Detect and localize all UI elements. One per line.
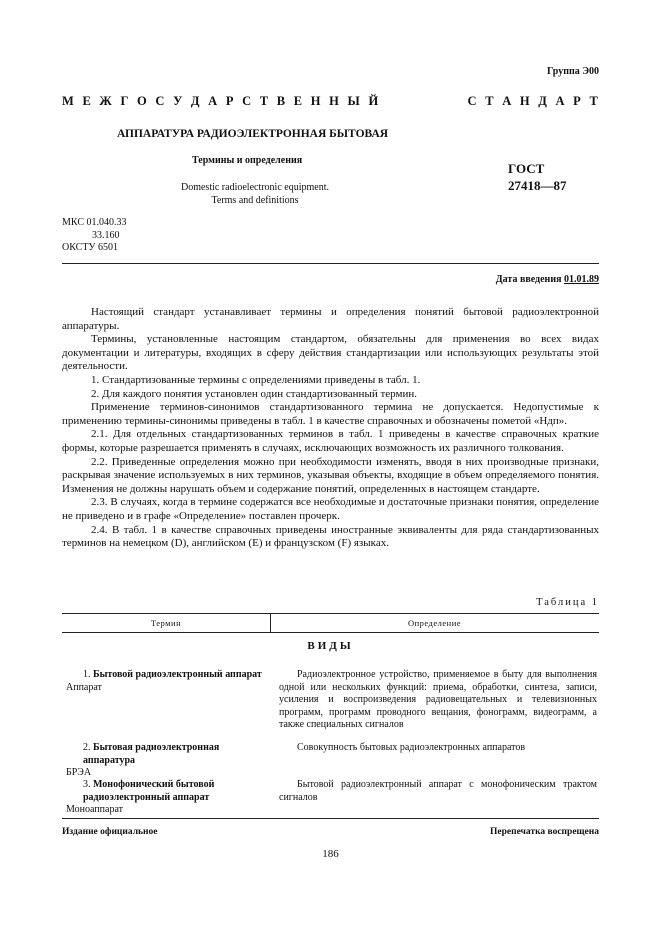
term-number: 1. <box>83 669 91 680</box>
standard-banner <box>62 94 599 109</box>
english-title-line1: Domestic radioelectronic equipment. <box>180 182 329 193</box>
page-number: 186 <box>322 848 339 860</box>
table-header-border <box>62 632 599 633</box>
term-name: Бытовой радиоэлектронный аппарат <box>93 669 262 680</box>
definition-2 <box>279 742 597 755</box>
definition-3 <box>279 779 597 804</box>
paragraph: 2.2. Приведенные определения можно при необходимости изменять, вводя в них производные признаки, раскрывая значение используемых в них терминов, указывая объекты, входящие в объем определяемого понятия. Изменения не должны нарушать объем и содержание понятий, определенных в настоящем стандарте. <box>62 455 599 495</box>
term-name: Монофонический бытовой радиоэлектронный аппарат <box>83 779 215 803</box>
column-header-term: Термин <box>150 618 182 628</box>
definition-text: Бытовой радиоэлектронный аппарат с монофоническим трактом сигналов <box>279 779 597 803</box>
table-top-border <box>62 613 599 614</box>
okstu-code: ОКСТУ 6501 <box>62 242 119 253</box>
english-title <box>170 181 340 207</box>
paragraph: 2.4. В табл. 1 в качестве справочных приведены иностранные эквиваленты для ряда стандартизованных терминов на немецком (D), английском (E) и французском (F) языках. <box>62 523 599 550</box>
column-header-definition: Определение <box>407 618 462 628</box>
header-divider <box>62 263 599 264</box>
term-name: Бытовая радиоэлектронная аппаратура <box>83 742 220 766</box>
gost-number: 27418—87 <box>508 178 567 193</box>
date-label: Дата введения <box>495 274 562 285</box>
official-edition-note: Издание официальное <box>62 827 158 837</box>
term-number: 2. <box>83 742 91 753</box>
banner-word-standard: С Т А Н Д А Р Т <box>467 94 599 108</box>
date-value: 01.01.89 <box>564 274 599 285</box>
paragraph: Термины, установленные настоящим стандартом, обязательны для применения во всех видах документации и литературы, входящих в сферу действия стандартизации или использующих результаты этой деятельности. <box>62 333 599 373</box>
definition-text: Совокупность бытовых радиоэлектронных аппаратов <box>297 742 526 753</box>
term-entry-1 <box>66 669 266 694</box>
reprint-prohibited-note: Перепечатка воспрещена <box>489 827 599 837</box>
mks-code: МКС 01.040.33 <box>62 217 127 228</box>
english-title-line2: Terms and definitions <box>211 195 299 206</box>
table-bottom-border <box>62 818 599 819</box>
paragraph: 2.1. Для отдельных стандартизованных терминов в табл. 1 приведены в качестве справочных краткие формы, которые разрешается применять в случаях, исключающих возможность их различного толкования. <box>62 428 599 454</box>
paragraph: 1. Стандартизованные термины с определениями приведены в табл. 1. <box>91 373 421 386</box>
document-title: АППАРАТУРА РАДИОЭЛЕКТРОННАЯ БЫТОВАЯ <box>117 128 389 140</box>
table-label: Таблица 1 <box>536 597 599 608</box>
effective-date <box>496 274 599 285</box>
document-subtitle: Термины и определения <box>192 155 303 166</box>
term-number: 3. <box>83 779 91 790</box>
paragraph: 2. Для каждого понятия установлен один стандартизованный термин. <box>91 387 417 400</box>
gost-designation <box>508 160 567 194</box>
section-heading: ВИДЫ <box>307 640 354 652</box>
definition-1 <box>279 669 597 732</box>
paragraph: 2.3. В случаях, когда в термине содержатся все необходимые и достаточные признаки понятия, определение не приведено и в графе «Определение» поставлен прочерк. <box>62 496 599 522</box>
group-code: Группа Э00 <box>547 66 599 77</box>
term-entry-3 <box>66 779 266 817</box>
paragraph: Настоящий стандарт устанавливает термины и определения понятий бытовой радиоэлектронной аппаратуры. <box>62 306 599 332</box>
gost-label: ГОСТ <box>508 161 545 176</box>
classification-codes <box>62 217 126 255</box>
term-short: БРЭА <box>66 767 92 778</box>
intro-text <box>62 306 599 551</box>
mks-code-2: 33.160 <box>92 229 120 241</box>
paragraph: Применение терминов-синонимов стандартизованного термина не допускается. Недопустимые к применению термины-синонимы приведены в табл. 1 в качестве справочных и обозначены пометой «Ндп». <box>62 401 599 427</box>
definition-text: Радиоэлектронное устройство, применяемое в быту для выполнения одной или нескольких функций: приема, обработки, синтеза, записи, усиления и воспроизведения радиовещательных и телевизионных программ, программ проводного вещания, фонограмм, видеограмм, а также специальных сигналов <box>279 669 597 730</box>
header-column-divider <box>270 613 271 632</box>
banner-word-interstate: М Е Ж Г О С У Д А Р С Т В Е Н Н Ы Й <box>62 94 380 108</box>
term-short: Моноаппарат <box>66 804 123 815</box>
term-entry-2 <box>66 742 266 780</box>
term-short: Аппарат <box>66 681 102 693</box>
